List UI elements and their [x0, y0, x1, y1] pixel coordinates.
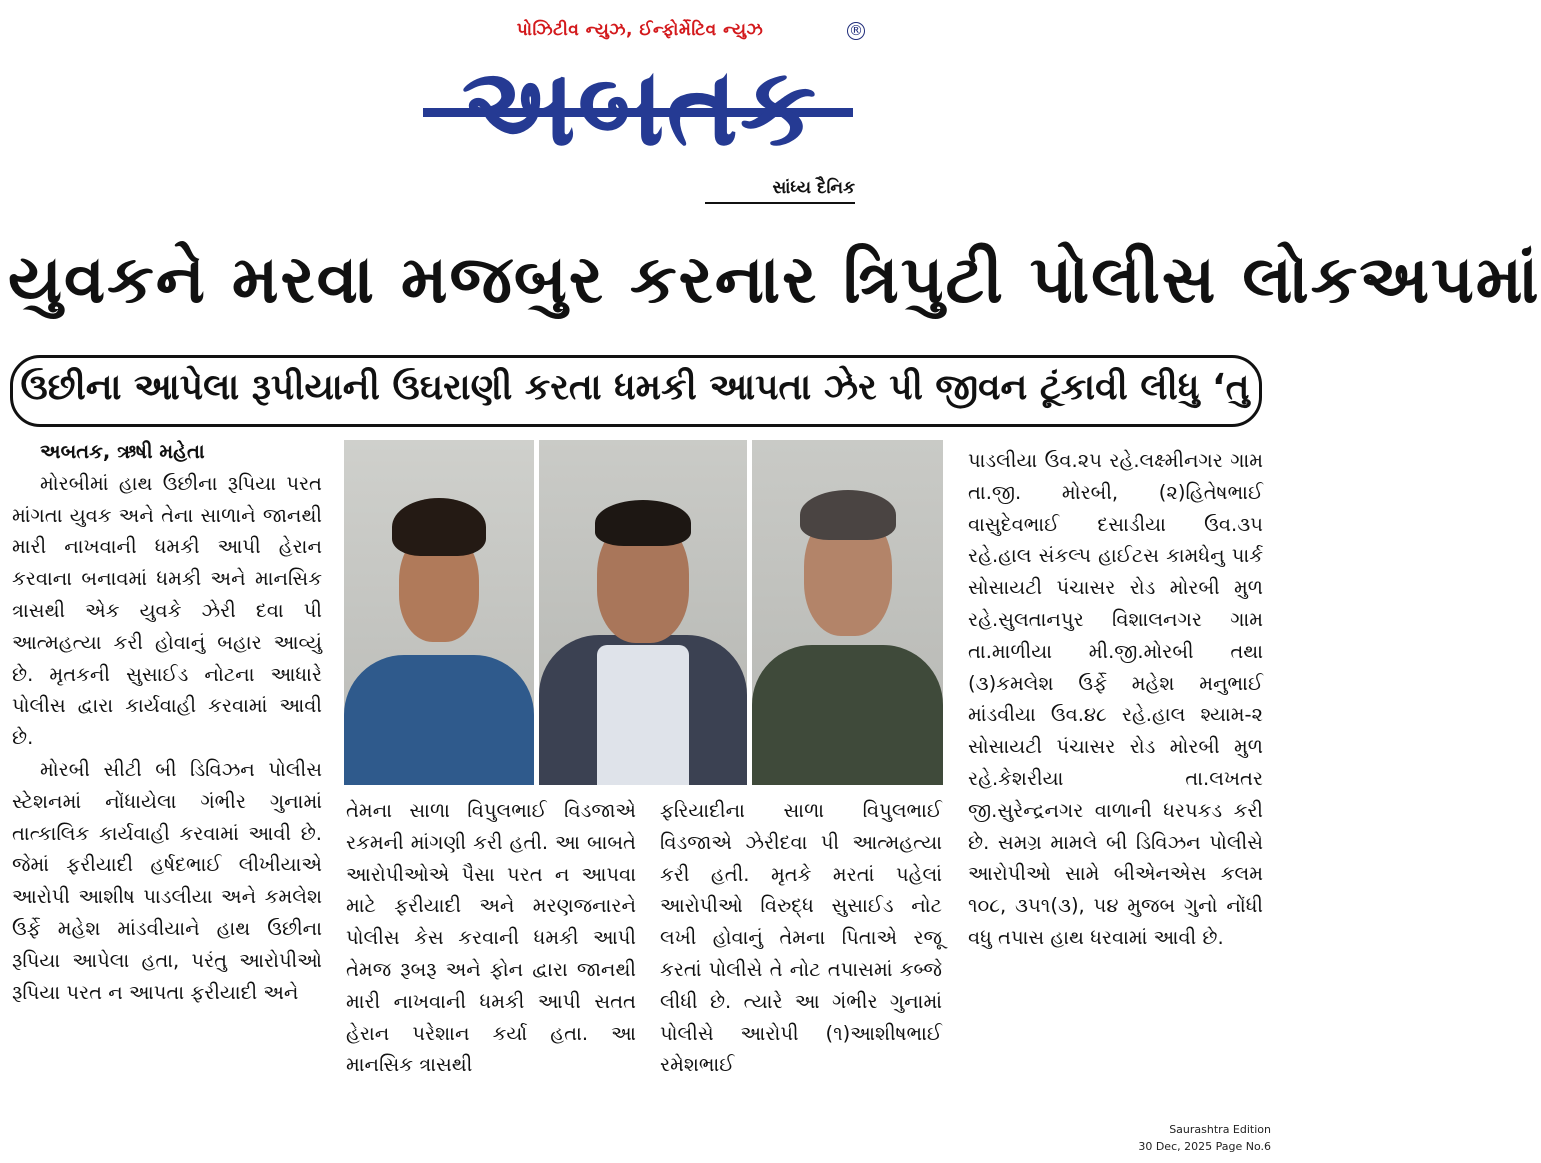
- paragraph: ફરિયાદીના સાળા વિપુલભાઈ વિડજાએ ઝેરીદવા પી આત્મહત્યા કરી હતી. મૃતકે મરતાં પહેલાં આરોપીઓ વિરુદ્ધ સુસાઈડ નોટ લખી હોવાનું તેમના પિતાએ રજૂ કરતાં પોલીસે તે નોટ તપાસમાં કબ્જે લીધી છે. ત્યારે આ ગંભીર ગુનામાં પોલીસે આરોપી (૧)આશીષભાઈ રમેશભાઈ: [660, 799, 942, 1077]
- masthead-subtitle: સાંધ્ય દૈનિક: [772, 178, 855, 198]
- headline: યુવકને મરવા મજબુર કરનાર ત્રિપુટી પોલીસ લોકઅપમાં: [8, 241, 1541, 318]
- masthead-tagline: પોઝિટીવ ન્યુઝ, ઈન્ફોર્મેટિવ ન્યુઝ: [516, 20, 764, 40]
- footer: [1138, 1121, 1271, 1155]
- accused-photo-3: [752, 440, 943, 785]
- masthead: [415, 20, 865, 205]
- masthead-logo: અબતક: [461, 45, 819, 170]
- article-column-2: [346, 795, 636, 1081]
- accused-photo-1: [344, 440, 534, 785]
- accused-photo-2: [539, 440, 747, 785]
- subtitle-underline: [705, 202, 855, 204]
- registered-mark: ®: [849, 23, 863, 39]
- article-column-3: [660, 795, 942, 1081]
- edition-label: Saurashtra Edition: [1169, 1123, 1271, 1136]
- paragraph: તેમના સાળા વિપુલભાઈ વિડજાએ રકમની માંગણી કરી હતી. આ બાબતે આરોપીઓએ પૈસા પરત ન આપવા માટે ફરીયાદી અને મરણજનારને પોલીસ કેસ કરવાની ધમકી આપી તેમજ રૂબરૂ અને ફોન દ્વારા જાનથી મારી નાખવાની ધમકી આપી સતત હેરાન પરેશાન કર્યા હતા. આ માનસિક ત્રાસથી: [346, 799, 636, 1077]
- subheadline: ઉછીના આપેલા રૂપીયાની ઉઘરાણી કરતા ધમકી આપતા ઝેર પી જીવન ટૂંકાવી લીધુ ‘તુ: [20, 367, 1250, 408]
- date-page-label: 30 Dec, 2025 Page No.6: [1138, 1140, 1271, 1153]
- article-column-1: [12, 436, 322, 1008]
- paragraph: પાડલીયા ઉવ.૨૫ રહે.લક્ષ્મીનગર ગામ તા.જી. મોરબી, (૨)હિતેષભાઈ વાસુદેવભાઈ દસાડીયા ઉવ.૩૫ રહે.હાલ સંકલ્પ હાઈટસ કામધેનુ પાર્ક સોસાયટી પંચાસર રોડ મોરબી મુળ રહે.સુલતાનપુર વિશાલનગર ગામ તા.માળીયા મી.જી.મોરબી તથા (૩)કમલેશ ઉર્ફે મહેશ મનુભાઈ માંડવીયા ઉવ.૪૮ રહે.હાલ શ્યામ-૨ સોસાયટી પંચાસર રોડ મોરબી મુળ રહે.કેશરીયા તા.લખતર જી.સુરેન્દ્રનગર વાળાની ધરપકડ કરી છે. સમગ્ર મામલે બી ડિવિઝન પોલીસે આરોપીઓ સામે બીએનએસ કલમ ૧૦૮, ૩૫૧(૩), ૫૪ મુજબ ગુનો નોંધી વધુ તપાસ હાથ ધરવામાં આવી છે.: [968, 449, 1263, 949]
- article-column-4: [968, 445, 1263, 954]
- paragraph: મોરબીમાં હાથ ઉછીના રૂપિયા પરત માંગતા યુવક અને તેના સાળાને જાનથી મારી નાખવાની ધમકી આપી હેરાન કરવાના બનાવમાં ધમકી અને માનસિક ત્રાસથી એક યુવકે ઝેરી દવા પી આત્મહત્યા કરી હોવાનું બહાર આવ્યું છે. મૃતકની સુસાઈડ નોટના આધારે પોલીસ દ્વારા કાર્યવાહી કરવામાં આવી છે.: [12, 471, 322, 750]
- byline: અબતક, ઋષી મહેતા: [40, 440, 205, 463]
- paragraph: મોરબી સીટી બી ડિવિઝન પોલીસ સ્ટેશનમાં નોંધાયેલા ગંભીર ગુનામાં તાત્કાલિક કાર્યવાહી કરવામાં આવી છે. જેમાં ફરીયાદી હર્ષદભાઈ લીખીયાએ આરોપી આશીષ પાડલીયા અને કમલેશ ઉર્ફે મહેશ માંડવીયાને હાથ ઉછીના રૂપિયા આપેલા હતા, પરંતુ આરોપીઓ રૂપિયા પરત ન આપતા ફરીયાદી અને: [12, 757, 322, 1004]
